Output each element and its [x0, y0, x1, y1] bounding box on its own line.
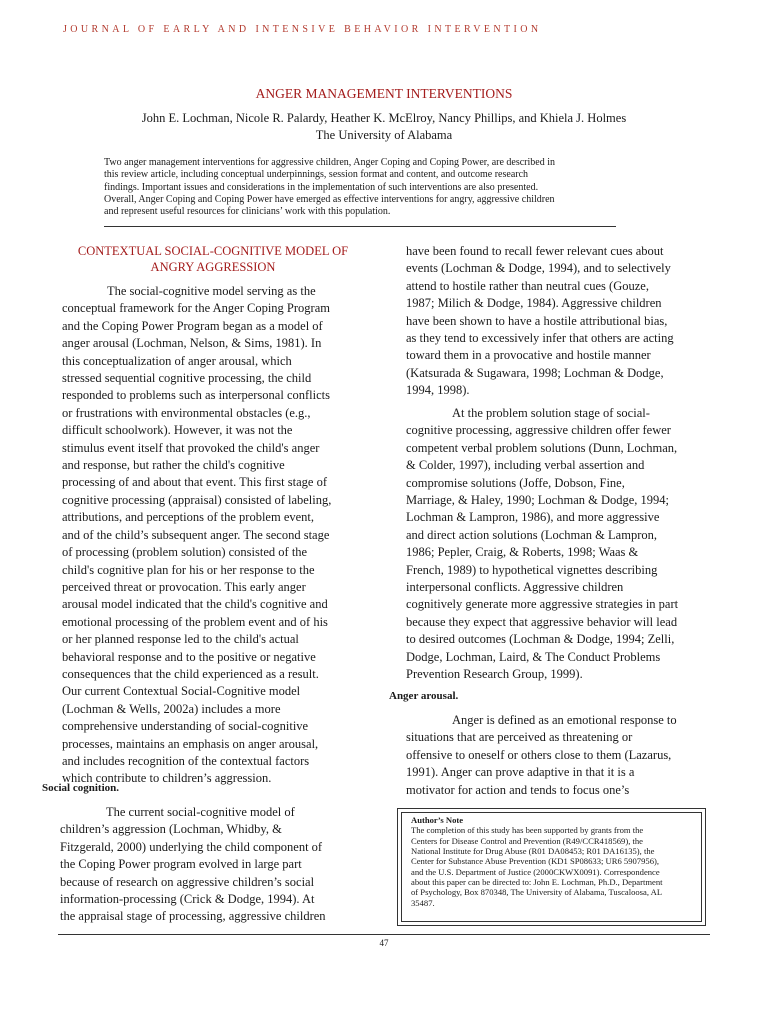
text-line: Anger is defined as an emotional response to [452, 713, 677, 727]
left-paragraph-1 [62, 283, 367, 788]
article-title: ANGER MANAGEMENT INTERVENTIONS [255, 86, 513, 101]
text-line: cognitive processing (appraisal) consisted of labeling, [62, 492, 332, 507]
text-line: information-processing (Crick & Dodge, 1994). At [60, 892, 315, 907]
text-line: Dodge, Lochman, Laird, & The Conduct Problems [406, 649, 661, 664]
author-list: John E. Lochman, Nicole R. Palardy, Heather K. McElroy, Nancy Phillips, and Khiela J. Holmes [141, 111, 627, 125]
authors-note-title: Author’s Note [411, 815, 464, 825]
note-line: about this paper can be directed to: John E. Lochman, Ph.D., Department [411, 877, 663, 888]
text-line: responded to problems such as interpersonal conflicts [62, 388, 330, 403]
note-line: National Institute for Drug Abuse (R01 DA08453; R01 DA16135), the [411, 846, 655, 857]
text-line: 1991). Anger can prove adaptive in that it is a [406, 765, 635, 780]
text-line: or frustrations with environmental obstacles (e.g., [62, 405, 311, 420]
text-line: have been shown to have a hostile attributional bias, [406, 313, 668, 328]
text-line: cognitive processing, aggressive children offer fewer [406, 423, 671, 438]
text-line: 1987; Milich & Dodge, 1984). Aggressive children [406, 296, 662, 311]
authors-note-box [397, 808, 706, 926]
text-line: Marriage, & Haley, 1990; Lochman & Dodge, 1994; [406, 493, 670, 508]
note-line: Centers for Disease Control and Prevention (R49/CCR418569), the [411, 835, 643, 846]
text-line: At the problem solution stage of social- [452, 406, 650, 420]
section-title-line: CONTEXTUAL SOCIAL-COGNITIVE MODEL OF [77, 244, 349, 258]
text-line: interpersonal conflicts. Aggressive children [406, 580, 624, 595]
text-line: Our current Contextual Social-Cognitive model [62, 684, 301, 699]
text-line: situations that are perceived as threatening or [406, 730, 633, 745]
text-line: difficult schoolwork). However, it was not the [62, 423, 293, 438]
note-line: and the U.S. Department of Justice (2000CKWX0091). Correspondence [411, 866, 660, 877]
text-line: anger arousal (Lochman, Nelson, & Sims, 1981). In [62, 336, 322, 351]
text-line: Fitzgerald, 2000) underlying the child component of [60, 839, 323, 854]
running-head: JOURNAL OF EARLY AND INTENSIVE BEHAVIOR INTERVENTION [63, 24, 542, 35]
abstract-line: and represent useful resources for clinicians’ work with this population. [104, 206, 391, 218]
left-paragraph-2 [60, 804, 365, 926]
abstract-line: findings. Important issues and considerations in the implementation of such interventions are also presented. [104, 181, 539, 193]
text-line: stressed sequential cognitive processing, the child [62, 371, 312, 386]
text-line: because they expect that aggressive behavior will lead [406, 614, 678, 629]
text-line: arousal model indicated that the child's cognitive and [62, 597, 328, 612]
text-line: processes, maintains an emphasis on anger arousal, [62, 736, 319, 751]
text-line: The current social-cognitive model of [106, 805, 295, 819]
text-line: and direct action solutions (Lochman & Lampron, [406, 527, 657, 542]
text-line: have been found to recall fewer relevant cues about [406, 244, 664, 258]
text-line: (Lochman & Wells, 2002a) includes a more [62, 701, 281, 716]
text-line: 1986; Pepler, Craig, & Roberts, 1998; Waas & [406, 545, 639, 560]
text-line: and response, but rather the child's cognitive [62, 458, 285, 473]
section-title [62, 243, 364, 275]
affiliation: The University of Alabama [315, 128, 453, 142]
text-line: to desired outcomes (Lochman & Dodge, 1994; Zelli, [406, 632, 675, 647]
author-block [0, 110, 768, 144]
abstract-line: Two anger management interventions for aggressive children, Anger Coping and Coping Power, are described in [104, 157, 555, 168]
subhead-social-cognition: Social cognition. [42, 782, 120, 794]
text-line: this conceptualization of anger arousal, which [62, 353, 292, 368]
text-line: offensive to oneself or others close to them (Lazarus, [406, 747, 672, 762]
text-line: the appraisal stage of processing, aggressive children [60, 909, 326, 924]
note-line: The completion of this study has been supported by grants from the [411, 825, 644, 836]
text-line: Lochman & Lampron, 1986), and more aggressive [406, 510, 660, 525]
text-line: motivator for action and tends to focus one’s [406, 782, 630, 797]
text-line: children’s aggression (Lochman, Whidby, & [60, 822, 282, 837]
text-line: & Colder, 1997), including verbal assertion and [406, 458, 645, 473]
right-paragraph-1 [406, 243, 716, 400]
text-line: of processing (problem solution) consisted of the [62, 545, 308, 560]
text-line: behavioral response and to the positive or negative [62, 649, 316, 664]
text-line: stimulus event itself that provoked the child's anger [62, 440, 320, 455]
right-paragraph-3 [406, 712, 716, 799]
text-line: conceptual framework for the Anger Coping Program [62, 301, 330, 316]
text-line: compromise solutions (Joffe, Dobson, Fine, [406, 475, 625, 490]
text-line: cognitively generate more aggressive strategies in part [406, 597, 679, 612]
text-line: consequences that the child experienced as a result. [62, 666, 319, 681]
text-line: emotional processing of the problem event and of his [62, 614, 328, 629]
text-line: (Katsurada & Sugawara, 1998; Lochman & Dodge, [406, 365, 664, 380]
text-line: competent verbal problem solutions (Dunn, Lochman, [406, 440, 678, 455]
text-line: child's cognitive plan for his or her response to the [62, 562, 315, 577]
abstract [104, 157, 619, 219]
text-line: perceived threat or provocation. This early anger [62, 579, 306, 594]
section-title-line: ANGRY AGGRESSION [150, 260, 276, 274]
text-line: 1994, 1998). [406, 383, 470, 398]
text-line: attributions, and perceptions of the problem event, [62, 510, 315, 525]
authors-note-inner [401, 812, 702, 922]
text-line: which contribute to children’s aggression. [62, 771, 272, 786]
text-line: because of research on aggressive children’s social [60, 874, 315, 889]
abstract-divider [104, 226, 616, 227]
text-line: the Coping Power program evolved in large part [60, 857, 302, 872]
text-line: and of the child’s subsequent anger. The second stage [62, 527, 330, 542]
note-line: Center for Substance Abuse Prevention (KD1 SP08633; UR6 5907956), [411, 856, 660, 867]
text-line: French, 1989) to hypothetical vignettes describing [406, 562, 658, 577]
subhead-anger-arousal: Anger arousal. [389, 690, 459, 702]
text-line: The social-cognitive model serving as the [107, 284, 316, 298]
abstract-line: Overall, Anger Coping and Coping Power have emerged as effective interventions for angry, aggressive children [104, 194, 555, 206]
text-line: toward them in a provocative and hostile manner [406, 348, 651, 363]
text-line: Prevention Research Group, 1999). [406, 667, 583, 682]
page-number: 47 [379, 938, 389, 948]
text-line: and the Coping Power Program began as a model of [62, 318, 323, 333]
right-paragraph-2 [406, 405, 716, 684]
text-line: and includes recognition of the contextual factors [62, 753, 310, 768]
text-line: events (Lochman & Dodge, 1994), and to selectively [406, 261, 671, 276]
text-line: processing of and about that event. This first stage of [62, 475, 327, 490]
text-line: as they tend to excessively infer that others are acting [406, 331, 674, 346]
note-line: 35487. [411, 897, 435, 908]
note-line: of Psychology, Box 870348, The University of Alabama, Tuscaloosa, AL [411, 887, 663, 898]
footer-divider [58, 934, 710, 935]
text-line: attend to hostile rather than neutral cues (Gouze, [406, 278, 649, 293]
abstract-line: this review article, including conceptual underpinnings, session format and content, and outcome research [104, 169, 529, 181]
text-line: or her planned response led to the child's actual [62, 632, 299, 647]
text-line: comprehensive understanding of social-cognitive [62, 719, 309, 734]
